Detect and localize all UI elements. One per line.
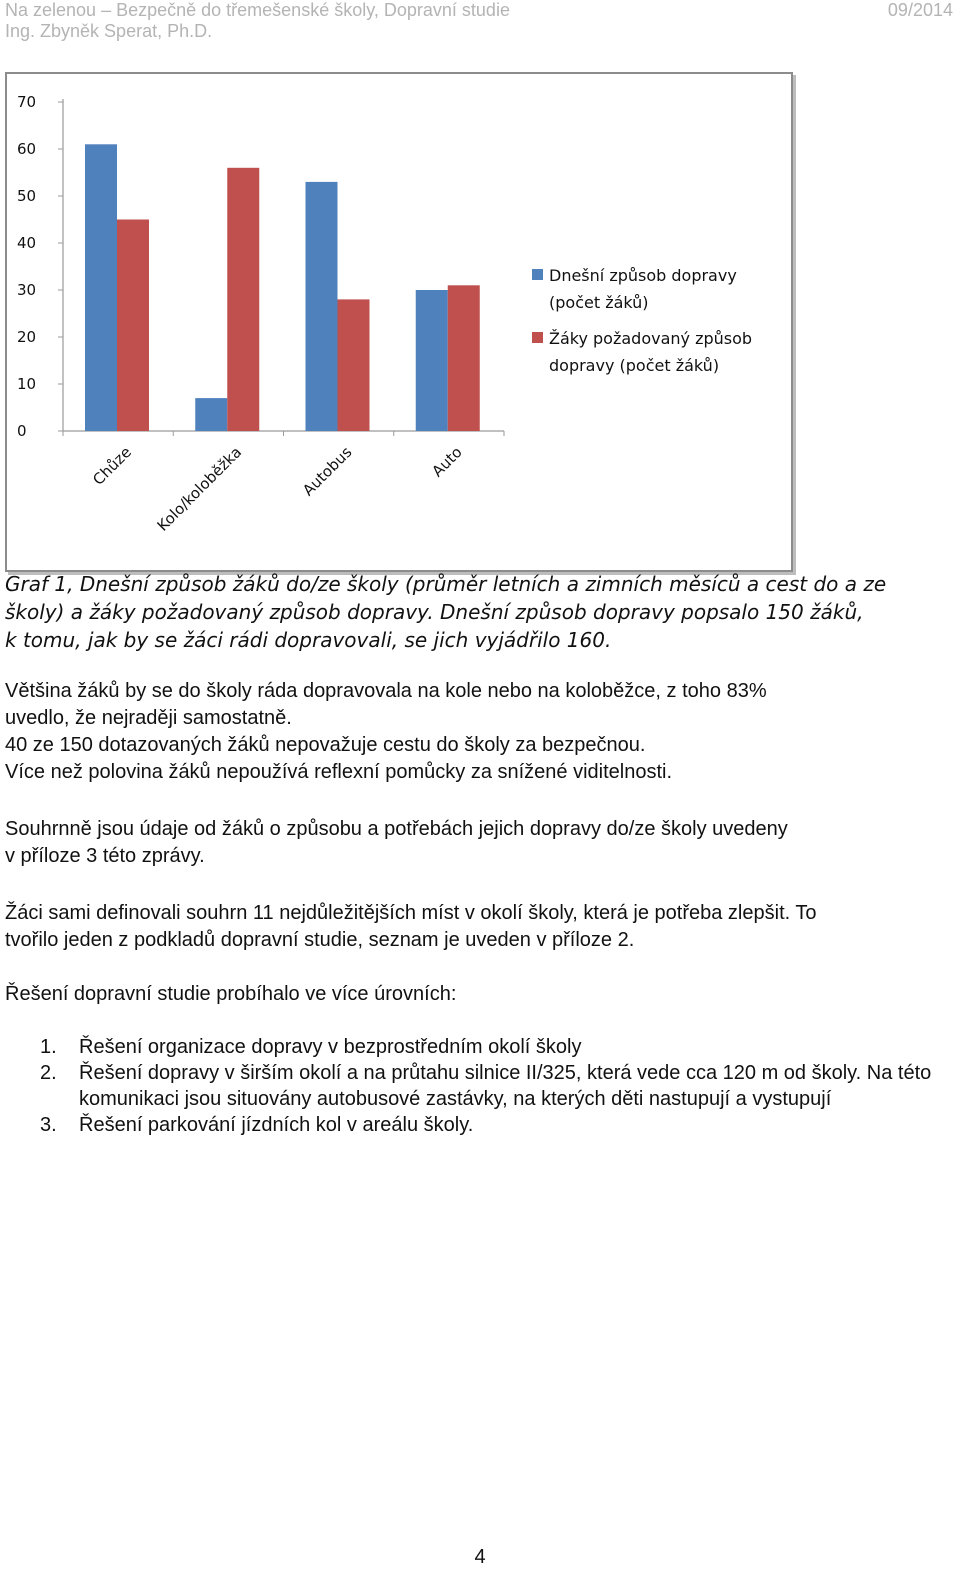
list-item-text: Řešení dopravy v širším okolí a na průtahu silnice II/325, která vede cca 120 m od školy. Na této komunikaci jsou situovány autobusové zastávky, na kterých děti nastupují a vystupují — [79, 1062, 932, 1110]
paragraph-line: v příloze 3 této zprávy. — [5, 845, 205, 867]
bars — [85, 144, 480, 431]
page-number: 4 — [474, 1546, 486, 1568]
chart-legend — [532, 266, 752, 375]
paragraph-line: Více než polovina žáků nepoužívá reflexní pomůcky za snížené viditelnosti. — [5, 761, 673, 783]
bar-current-3 — [416, 290, 448, 431]
y-tick-label: 30 — [17, 281, 37, 299]
y-tick-label: 70 — [17, 93, 37, 111]
x-axis-labels — [89, 443, 465, 535]
bar-desired-3 — [448, 285, 480, 431]
paragraph-line: Žáci sami definovali souhrn 11 nejdůležitějších míst v okolí školy, která je potřeba zlepšit. To — [5, 902, 817, 924]
paragraph-summary — [5, 816, 955, 870]
bar-chart — [7, 74, 791, 570]
list-item-number: 2. — [40, 1062, 57, 1084]
paragraph-levels — [5, 981, 955, 1008]
chart-frame — [5, 72, 793, 572]
x-tick-label: Auto — [428, 443, 466, 481]
caption-line-3: k tomu, jak by se žáci rádi dopravovali, se jich vyjádřilo 160. — [5, 628, 612, 652]
list-item — [5, 1060, 935, 1112]
y-tick-label: 60 — [17, 140, 37, 158]
x-tick-label: Autobus — [299, 443, 356, 500]
y-tick-label: 20 — [17, 328, 37, 346]
paragraph-line: Řešení dopravní studie probíhalo ve více úrovních: — [5, 983, 457, 1005]
list-item — [5, 1034, 935, 1060]
legend-label-current-line1: Dnešní způsob dopravy — [549, 266, 737, 285]
bar-current-0 — [85, 144, 117, 431]
legend-swatch-current — [532, 269, 543, 280]
y-tick-label: 0 — [17, 422, 27, 440]
caption-line-1: Graf 1, Dnešní způsob žáků do/ze školy (průměr letních a zimních měsíců a cest do a ze — [5, 572, 887, 596]
y-tick-label: 40 — [17, 234, 37, 252]
list-item-number: 1. — [40, 1036, 57, 1058]
legend-label-desired-line1: Žáky požadovaný způsob — [549, 329, 753, 348]
paragraph-line: 40 ze 150 dotazovaných žáků nepovažuje cestu do školy za bezpečnou. — [5, 734, 646, 756]
bar-current-2 — [306, 182, 338, 431]
bar-desired-1 — [227, 168, 259, 431]
bar-desired-2 — [338, 299, 370, 431]
header-date: 09/2014 — [887, 0, 953, 20]
paragraph-findings — [5, 678, 955, 786]
legend-swatch-desired — [532, 332, 543, 343]
solution-list — [5, 1034, 935, 1138]
header-left — [5, 0, 510, 42]
header-author: Ing. Zbyněk Sperat, Ph.D. — [5, 21, 213, 41]
bar-current-1 — [195, 398, 227, 431]
header-title: Na zelenou – Bezpečně do třemešenské školy, Dopravní studie — [5, 0, 510, 20]
x-tick-label: Kolo/koloběžka — [153, 443, 246, 535]
paragraph-line: Většina žáků by se do školy ráda dopravovala na kole nebo na koloběžce, z toho 83% — [5, 680, 767, 702]
list-item-number: 3. — [40, 1114, 57, 1136]
y-tick-label: 10 — [17, 375, 37, 393]
paragraph-line: tvořilo jeden z podkladů dopravní studie, seznam je uveden v příloze 2. — [5, 929, 635, 951]
list-item — [5, 1112, 935, 1138]
paragraph-places — [5, 900, 955, 954]
page-header — [5, 0, 953, 42]
paragraph-line: uvedlo, že nejraději samostatně. — [5, 707, 292, 729]
y-tick-label: 50 — [17, 187, 37, 205]
caption-line-2: školy) a žáky požadovaný způsob dopravy. Dnešní způsob dopravy popsalo 150 žáků, — [5, 600, 864, 624]
list-item-text: Řešení organizace dopravy v bezprostředním okolí školy — [79, 1036, 582, 1058]
legend-label-current-line2: (počet žáků) — [549, 293, 649, 312]
list-item-text: Řešení parkování jízdních kol v areálu školy. — [79, 1114, 474, 1136]
x-tick-label: Chůze — [89, 443, 135, 489]
chart-caption — [5, 570, 935, 654]
paragraph-line: Souhrnně jsou údaje od žáků o způsobu a potřebách jejich dopravy do/ze školy uvedeny — [5, 818, 788, 840]
bar-desired-0 — [117, 220, 149, 432]
legend-label-desired-line2: dopravy (počet žáků) — [549, 356, 720, 375]
